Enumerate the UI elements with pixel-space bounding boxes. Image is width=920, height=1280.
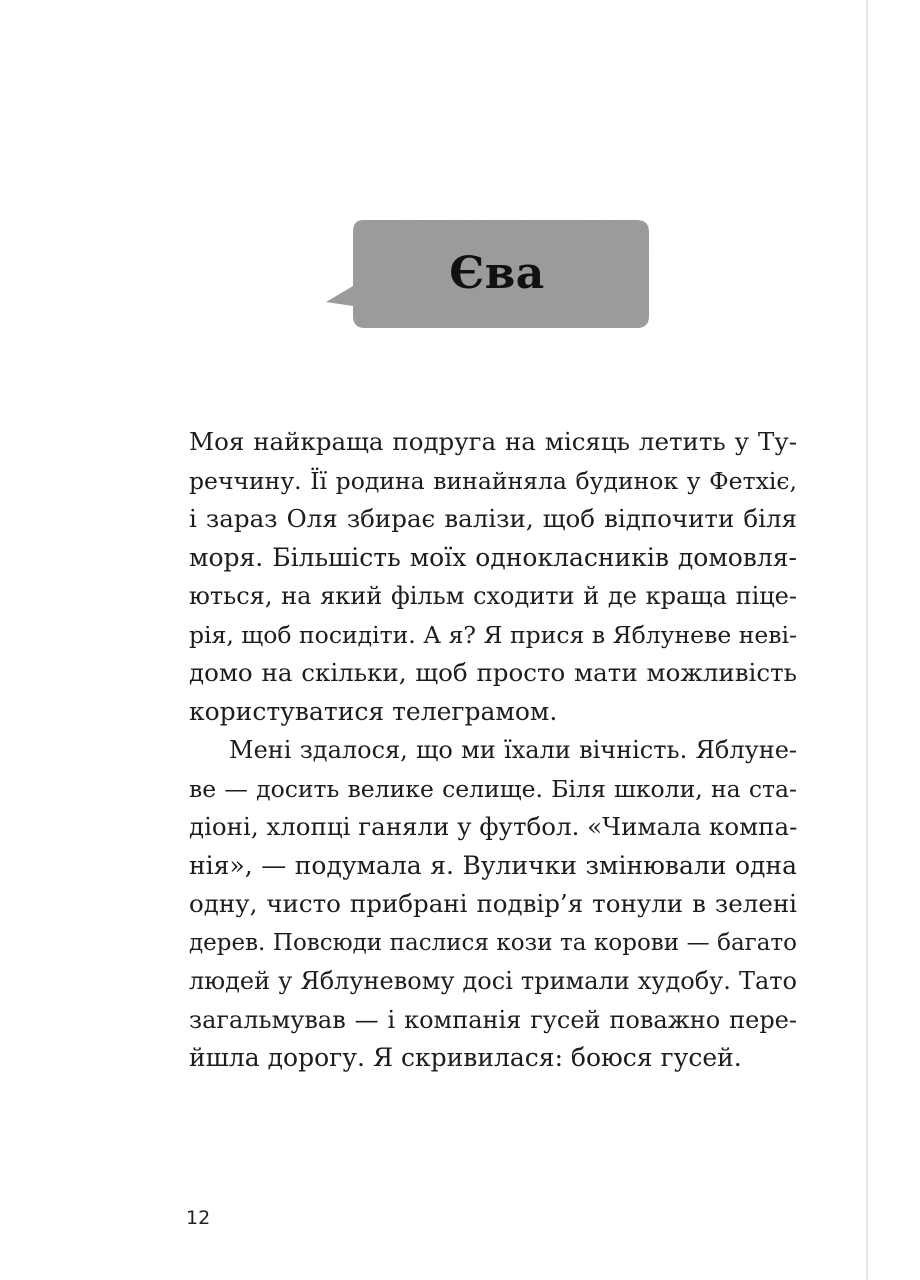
text-line: Мені здалося, що ми їхали вічність. Яблуне-	[229, 736, 797, 764]
text-line: одну, чисто прибрані подвір’я тонули в зелені	[189, 889, 797, 918]
chapter-title: Єва	[449, 248, 545, 299]
paragraph-1	[189, 423, 797, 731]
text-line: діоні, хлопці ганяли у футбол. «Чимала компа-	[189, 812, 798, 841]
text-line: реччину. Її родина винайняла будинок у Фетхіє,	[189, 466, 797, 495]
text-line: домо на скільки, щоб просто мати можливість	[189, 658, 797, 687]
text-line: Моя найкраща подруга на місяць летить у Ту-	[189, 427, 797, 456]
paragraph-2	[189, 731, 797, 1078]
text-line: загальмував — і компанія гусей поважно пере-	[189, 1005, 797, 1034]
page-number: 12	[186, 1207, 211, 1229]
text-line: людей у Яблуневому досі тримали худобу. Тато	[189, 967, 797, 995]
text-line: і зараз Оля збирає валізи, щоб відпочити біля	[189, 504, 797, 533]
text-line: йшла дорогу. Я скривилася: боюся гусей.	[189, 1043, 742, 1072]
chapter-speech-bubble	[325, 218, 651, 330]
text-line: ються, на який фільм сходити й де краща піце-	[189, 582, 797, 610]
text-line: рія, щоб посидіти. А я? Я прися в Яблуневе неві-	[189, 620, 797, 649]
text-line: моря. Більшість моїх однокласників домовля-	[189, 542, 797, 572]
text-line: ве — досить велике селище. Біля школи, на ста-	[189, 774, 797, 803]
text-line: дерев. Повсюди паслися кози та корови — багато	[189, 929, 797, 956]
text-line: нія», — подумала я. Вулички змінювали одна	[189, 850, 797, 880]
text-line: користуватися телеграмом.	[189, 696, 558, 726]
body-text	[189, 423, 797, 1078]
page-edge-line	[866, 0, 868, 1280]
